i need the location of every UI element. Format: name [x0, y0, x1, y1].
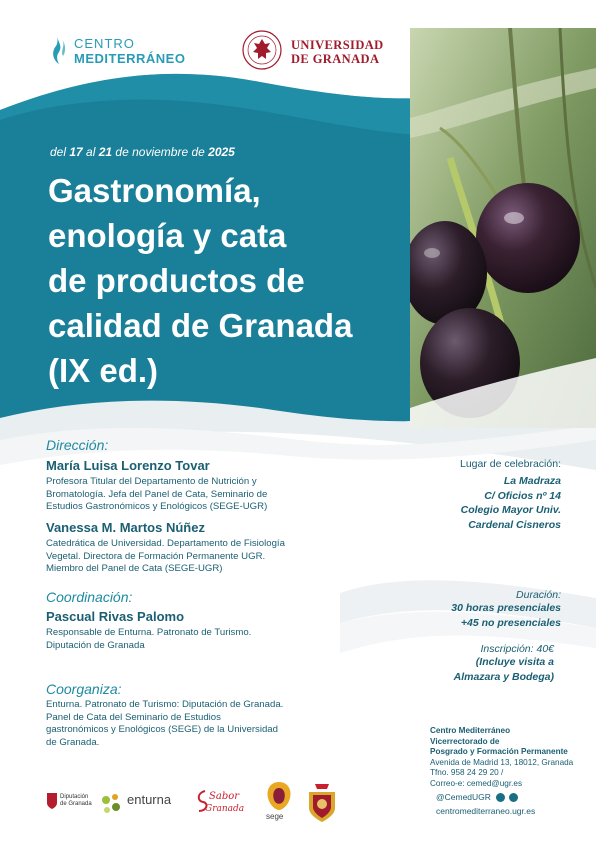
centro-logo-line2: MEDITERRÁNEO	[74, 51, 186, 66]
contact-org: Posgrado y Formación Permanente	[430, 747, 568, 757]
contact-phone[interactable]: Tfno. 958 24 29 20 /	[430, 768, 504, 778]
desc-line: Catedrática de Universidad. Departamento de Fisiología	[46, 538, 285, 549]
duracion-line: 30 horas presenciales	[451, 602, 561, 614]
university-coat-of-arms-logo[interactable]	[305, 780, 339, 824]
coorganiza-heading: Coorganiza:	[46, 681, 122, 697]
desc-line: Profesora Titular del Departamento de Nutrición y	[46, 476, 257, 487]
coorganiza-section	[46, 681, 346, 750]
sabor-line1: Sabor	[209, 791, 240, 802]
contact-block	[430, 726, 590, 790]
inscripcion-line: Almazara y Bodega)	[453, 670, 554, 683]
ugr-logo-line1: UNIVERSIDAD	[291, 38, 384, 52]
duracion-section	[361, 589, 561, 630]
desc-line: Vegetal. Directora de Formación Permanente UGR.	[46, 550, 266, 562]
facebook-icon[interactable]	[496, 793, 505, 802]
coordinator-desc	[46, 627, 346, 652]
director-1-desc	[46, 476, 346, 514]
title-line: (IX ed.)	[48, 352, 159, 389]
date-line	[50, 145, 235, 159]
ugr-logo-line2: DE GRANADA	[291, 52, 380, 66]
title-line: de productos de	[48, 262, 305, 299]
desc-line: Enturna. Patronato de Turismo: Diputación de Granada.	[46, 699, 284, 710]
sabor-granada-logo[interactable]	[195, 783, 251, 823]
date-end-day: 21	[98, 145, 113, 159]
contact-email[interactable]: Correo-e: cemed@ugr.es	[430, 778, 523, 788]
title-line: Gastronomía,	[48, 172, 261, 209]
coat-of-arms-icon	[305, 780, 339, 824]
olives-photo	[410, 28, 596, 428]
desc-line: Responsable de Enturna. Patronato de Turismo.	[46, 627, 252, 638]
director-2	[46, 520, 346, 576]
date-start-day: 17	[69, 145, 83, 159]
director-2-name: Vanessa M. Martos Núñez	[46, 520, 205, 535]
social-row	[436, 792, 518, 802]
sege-emblem-icon	[264, 780, 294, 812]
direccion-section	[46, 437, 108, 453]
inscripcion-label: Inscripción: 40€	[480, 643, 554, 655]
lugar-section	[361, 458, 561, 532]
diputacion-line1: Diputación	[60, 794, 89, 800]
director-2-desc	[46, 538, 346, 576]
lugar-label: Lugar de celebración:	[460, 458, 561, 470]
desc-line: gastronómicos y Enológicos (SEGE) de la Universidad	[46, 724, 278, 736]
direccion-heading: Dirección:	[46, 437, 109, 453]
date-part-1: del	[50, 145, 70, 159]
director-1	[46, 458, 346, 514]
desc-line: Miembro del Panel de Cata (SEGE-UGR)	[46, 563, 223, 575]
ugr-seal-icon	[242, 30, 282, 70]
coordinacion-section	[46, 589, 346, 652]
diputacion-line2: de Granada	[60, 801, 92, 807]
duracion-label: Duración:	[516, 589, 561, 601]
desc-line: Estudios Gastronómicos y Enológicos (SEGE-UGR)	[46, 501, 268, 513]
contact-address: Avenida de Madrid 13, 18012, Granada	[430, 757, 574, 767]
centro-mediterraneo-logo[interactable]	[50, 30, 210, 70]
lugar-line: La Madraza	[503, 475, 561, 487]
contact-org: Centro Mediterráneo	[430, 726, 511, 735]
enturna-text: enturna	[127, 792, 172, 807]
contact-org: Vicerrectorado de	[430, 736, 500, 746]
social-handle[interactable]: @CemedUGR	[436, 792, 491, 802]
website-link[interactable]: centromediterraneo.ugr.es	[436, 806, 536, 816]
coordinator-name: Pascual Rivas Palomo	[46, 609, 185, 624]
sege-text: sege	[266, 812, 284, 821]
lugar-line: C/ Oficios nº 14	[484, 489, 561, 502]
enturna-dots-icon	[100, 792, 124, 816]
coordinacion-heading: Coordinación:	[46, 589, 133, 605]
duracion-line: +45 no presenciales	[460, 616, 561, 629]
inscripcion-section	[354, 643, 554, 684]
sabor-line2: Granada	[205, 804, 245, 814]
page-title	[48, 168, 408, 393]
title-line: calidad de Granada	[48, 307, 353, 344]
desc-line: Panel de Cata del Seminario de Estudios	[46, 711, 221, 723]
inscripcion-line: (Incluye visita a	[475, 656, 554, 668]
universidad-granada-logo[interactable]	[242, 30, 392, 74]
title-line: enología y cata	[48, 217, 287, 254]
desc-line: Diputación de Granada	[46, 639, 145, 651]
twitter-icon[interactable]	[509, 793, 518, 802]
date-year: 2025	[208, 145, 235, 159]
centro-logo-line1: CENTRO	[74, 36, 135, 51]
desc-line: Bromatología. Jefa del Panel de Cata, Seminario de	[46, 488, 268, 500]
desc-line: de Granada.	[46, 737, 100, 749]
date-part-5: de noviembre de	[112, 145, 209, 159]
diputacion-shield-icon	[47, 793, 57, 809]
sege-logo[interactable]	[262, 780, 296, 824]
enturna-logo[interactable]	[100, 790, 190, 820]
flame-icon	[50, 30, 68, 66]
director-1-name: María Luisa Lorenzo Tovar	[46, 458, 210, 473]
diputacion-logo[interactable]	[47, 790, 97, 820]
coorganiza-desc	[46, 699, 346, 750]
lugar-line: Colegio Mayor Univ.	[460, 504, 561, 516]
date-part-3: al	[82, 145, 99, 159]
lugar-line: Cardenal Cisneros	[468, 518, 561, 531]
